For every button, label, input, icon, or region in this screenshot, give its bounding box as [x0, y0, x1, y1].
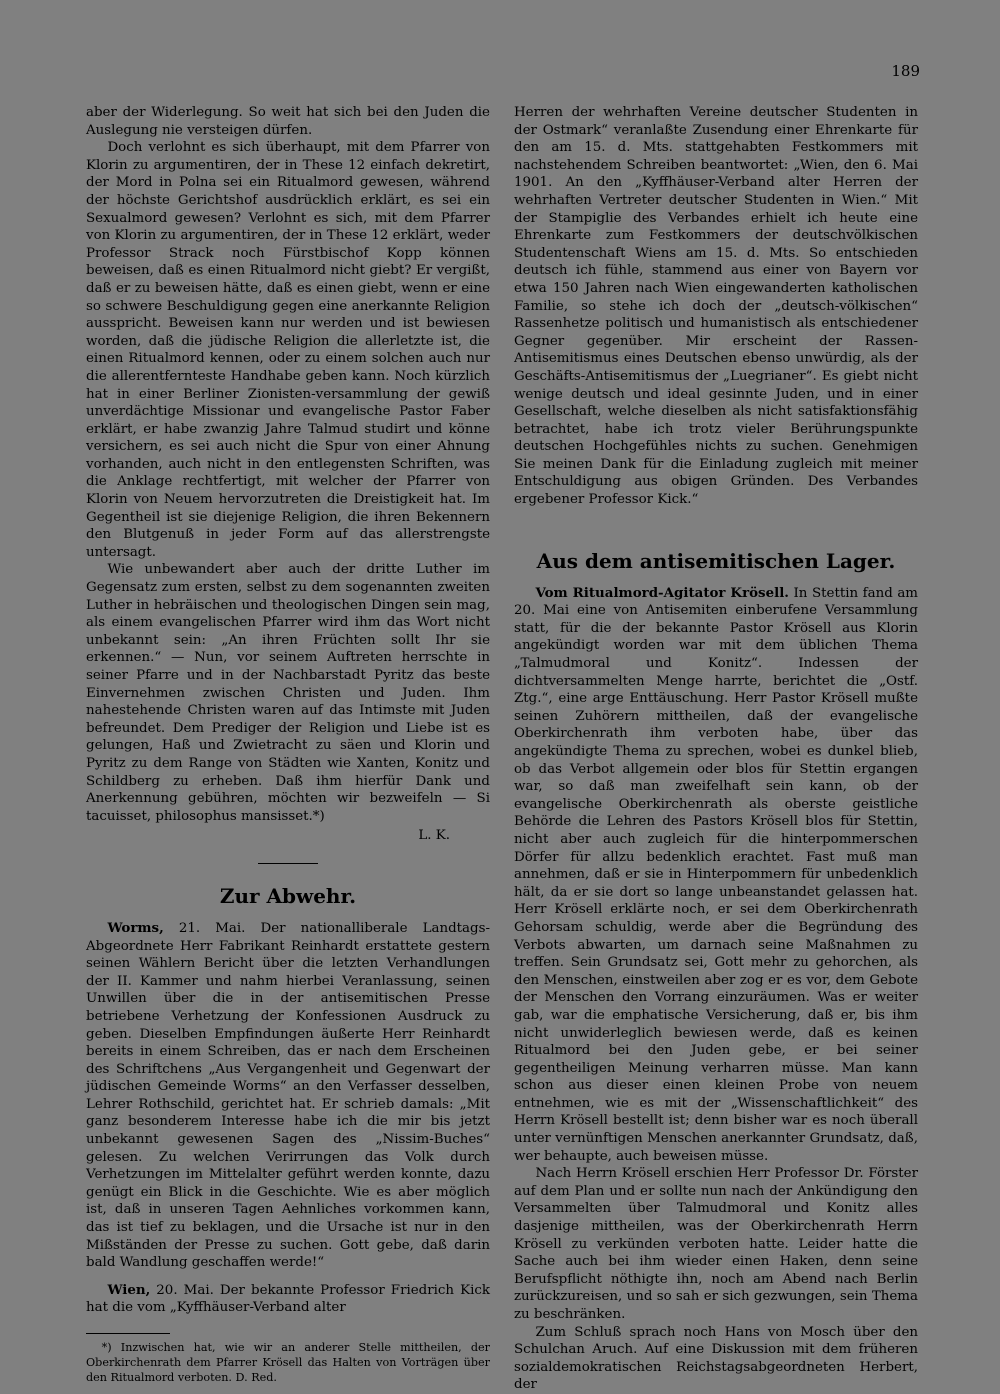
paragraph-krosell [514, 585, 918, 1166]
right-column [514, 104, 918, 1394]
paragraph-text: 21. Mai. Der nationalliberale Landtags-Abgeordnete Herr Fabrikant Reinhardt erstattete gestern seinen Wählern Bericht über die letzten Verhandlungen der II. Kammer und nahm hierbei Veranlassung, seinen Unwillen über die in der antisemitischen Presse betriebene Verhetzung der Konfessionen Ausdruck zu geben. Dieselben Empfindungen äußerte Herr Reinhardt bereits in einem Schreiben, das er nach dem Erscheinen des Schriftchens „Aus Vergangenheit und Gegenwart der jüdischen Gemeinde Worms“ an den Verfasser desselben, Lehrer Rothschild, gerichtet hat. Er schrieb damals: „Mit ganz besonderem Interesse habe ich die mir bis jetzt unbekannt gewesenen Sagen des „Nissim-Buches“ gelesen. Zu welchen Verirrungen das Volk durch Verhetzungen im Mittelalter geführt werden konnte, dazu genügt ein Blick in die Geschichte. Wie es aber möglich ist, daß in unseren Tagen Aehnliches vorkommen kann, das ist tief zu beklagen, und die Ursache ist nur in den Mißständen der Presse zu suchen. Gott gebe, daß darin bald Wandlung geschaffen werde!“ [86, 920, 490, 1271]
left-column [86, 104, 490, 1385]
section-heading: Aus dem antisemitischen Lager. [536, 548, 896, 573]
section-heading: Zur Abwehr. [219, 883, 357, 908]
paragraph: Wie unbewandert aber auch der dritte Luther im Gegensatz zum ersten, selbst zu dem sogenannten zweiten Luther in hebräischen und theologischen Dingen sein mag, als einem evangelischen Pfarrer wird ihm das Wort nicht unbekannt sein: „An ihren Früchten sollt Ihr sie erkennen.“ — Nun, vor seinem Auftreten herrschte in seiner Pfarre und in der Nachbarstadt Pyritz das beste Einvernehmen zwischen Christen und Juden. Ihm nahestehende Christen waren auf das Intimste mit Juden befreundet. Dem Prediger der Religion und Liebe ist es gelungen, Haß und Zwietracht zu säen und Klorin und Pyritz zu dem Range von Städten wie Xanten, Konitz und Schildberg zu erheben. Daß ihm hierfür Dank und Anerkennung gebühren, möchten wir bezweifeln — Si tacuisset, philosophus mansisset.*) [86, 562, 490, 824]
paragraph-wien [86, 1282, 490, 1317]
dateline: Wien, [107, 1281, 151, 1298]
paragraph-worms [86, 920, 490, 1272]
paragraph: aber der Widerlegung. So weit hat sich bei den Juden die Auslegung nie versteigen dürfen. [86, 105, 490, 138]
paragraph: Zum Schluß sprach noch Hans von Mosch über den Schulchan Aruch. Auf eine Diskussion mit dem früheren sozialdemokratischen Reichstagsabgeordneten Herbert, der [514, 1324, 918, 1393]
page-number: 189 [891, 62, 920, 80]
article-lead: Vom Ritualmord-Agitator Krösell. [535, 584, 789, 601]
paragraph: Herren der wehrhaften Vereine deutscher Studenten in der Ostmark“ veranlaßte Zusendung einer Ehrenkarte für den am 15. d. Mts. stattgehabten Festkommers mit nachstehendem Schreiben beantwortet: „Wien, den 6. Mai 1901. An den „Kyffhäuser-Verband alter Herren der wehrhaften Vertreter deutscher Studenten in Wien.“ Mit der Stampiglie des Verbandes erhielt ich heute eine Ehrenkarte zum Festkommers der deutschvölkischen Studentenschaft Wiens am 15. d. Mts. So entschieden deutsch ich fühle, stammend aus einer von Bayern vor etwa 150 Jahren nach Wien eingewanderten katholischen Familie, so stehe ich doch der „deutsch-völkischen“ Rassenhetze politisch und humanistisch als entschiedener Gegner gegenüber. Mir erscheint der Rassen-Antisemitismus eines Deutschen ebenso unwürdig, als der Geschäfts-Antisemitismus der „Luegrianer“. Es giebt nicht wenige deutsch und ideal gesinnte Juden, und in einer Gesellschaft, welche dieselben als nicht satisfaktionsfähig betrachtet, habe ich trotz vieler Berührungspunkte deutschen Hochgefühles nichts zu suchen. Genehmigen Sie meinen Dank für die Einladung zugleich mit meiner Entschuldigung aus obigen Gründen. Des Verbandes ergebener Professor Kick.“ [514, 105, 918, 508]
divider [258, 863, 318, 864]
footnote-divider [86, 1333, 170, 1334]
paragraph: Nach Herrn Krösell erschien Herr Professor Dr. Förster auf dem Plan und er sollte nun nach der Ankündigung den Versammelten über Talmudmoral und Konitz alles dasjenige mittheilen, was der Oberkirchenrath Herrn Krösell zu verkünden verboten hatte. Leider hatte die Sache auch bei ihm wieder einen Haken, denn seine Berufspflicht nöthigte ihn, noch am Abend nach Berlin zurückzureisen, und so sah er sich gezwungen, sein Thema zu beschränken. [514, 1166, 918, 1322]
paragraph-text: 20. Mai. Der bekannte Professor Friedrich Kick hat die vom „Kyffhäuser-Verband alter [86, 1282, 490, 1316]
paragraph-text: In Stettin fand am 20. Mai eine von Antisemiten einberufene Versammlung statt, für die der bekannte Pastor Krösell aus Klorin angekündigt worden war mit dem üblichen Thema „Talmudmoral und Konitz“. Indessen der dichtversammelten Menge harrte, berichtet die „Ostf. Ztg.“, eine arge Enttäuschung. Herr Pastor Krösell mußte seinen Zuhörern mittheilen, daß der evangelische Oberkirchenrath ihm verboten habe, über das angekündigte Thema zu sprechen, wobei es dunkel blieb, ob das Verbot allgemein oder blos für Stettin ergangen war, so daß man zweifelhaft sein kann, ob der evangelische Oberkirchenrath als oberste geistliche Behörde die Lehren des Pastors Krösell blos für Stettin, nicht aber auch zugleich für die hinterpommerschen Dörfer für allzu bedenklich erachtet. Fast muß man annehmen, daß er sie in Hinterpommern für unbedenklich hält, da er sie dort so lange unbeanstandet gelassen hat. Herr Krösell erklärte noch, er sei dem Oberkirchenrath Gehorsam schuldig, werde aber die Begründung des Verbots abwarten, um darnach seine Maßnahmen zu treffen. Sein Grundsatz sei, Gott mehr zu gehorchen, als den Menschen, einstweilen aber zog er es vor, dem Gebote der Menschen den Vorrang einzuräumen. Was er weiter gab, war die emphatische Versicherung, daß er, bis ihm nicht unwiderleglich bewiesen werde, daß es keinen Ritualmord bei den Juden gebe, er bei seiner gegentheiligen Meinung verharren müsse. Man kann schon aus dieser einen kleinen Probe von neuem entnehmen, wie es mit der „Wissenschaftlichkeit“ des Herrn Krösell bestellt ist; denn bisher war es noch überall unter vernünftigen Menschen anerkannter Grundsatz, daß, wer behaupte, auch beweisen müsse. [514, 585, 919, 1164]
signature: L. K. [418, 828, 450, 844]
dateline: Worms, [107, 919, 164, 936]
paragraph: Doch verlohnt es sich überhaupt, mit dem Pfarrer von Klorin zu argumentiren, der in These 12 einfach dekretirt, der Mord in Polna sei ein Ritualmord gewesen, während der höchste Gerichtshof ausdrücklich erklärt, es sei ein Sexualmord gewesen? Verlohnt es sich, mit dem Pfarrer von Klorin zu argumentiren, der in These 12 erklärt, weder Professor Strack noch Fürstbischof Kopp können beweisen, daß es einen Ritualmord nicht giebt? Er vergißt, daß er zu beweisen hätte, daß es einen giebt, wenn er eine so schwere Beschuldigung gegen eine anerkannte Religion ausspricht. Beweisen kann nur werden und ist bewiesen worden, daß die jüdische Religion die allerletzte ist, die einen Ritualmord kennen, oder zu einem solchen auch nur die allerentfernteste Handhabe geben kann. Noch kürzlich hat in einer Berliner Zionisten-versammlung der gewiß unverdächtige Missionar und evangelische Pastor Faber erklärt, er habe zwanzig Jahre Talmud studirt und könne versichern, es sei auch nicht die Spur von einer Ahnung vorhanden, auch nicht in den entlegensten Schriften, was die Anklage rechtfertigt, mit welcher der Pfarrer von Klorin von Neuem hervorzutreten die Dreistigkeit hat. Im Gegentheil ist sie diejenige Religion, die ihren Bekennern den Blutgenuß in jeder Form auf das allerstrengste untersagt. [86, 140, 490, 560]
footnote: *) Inzwischen hat, wie wir an anderer Stelle mittheilen, der Oberkirchenrath dem Pfarrer Krösell das Halten von Vorträgen über den Ritualmord verboten. D. Red. [86, 1341, 490, 1384]
